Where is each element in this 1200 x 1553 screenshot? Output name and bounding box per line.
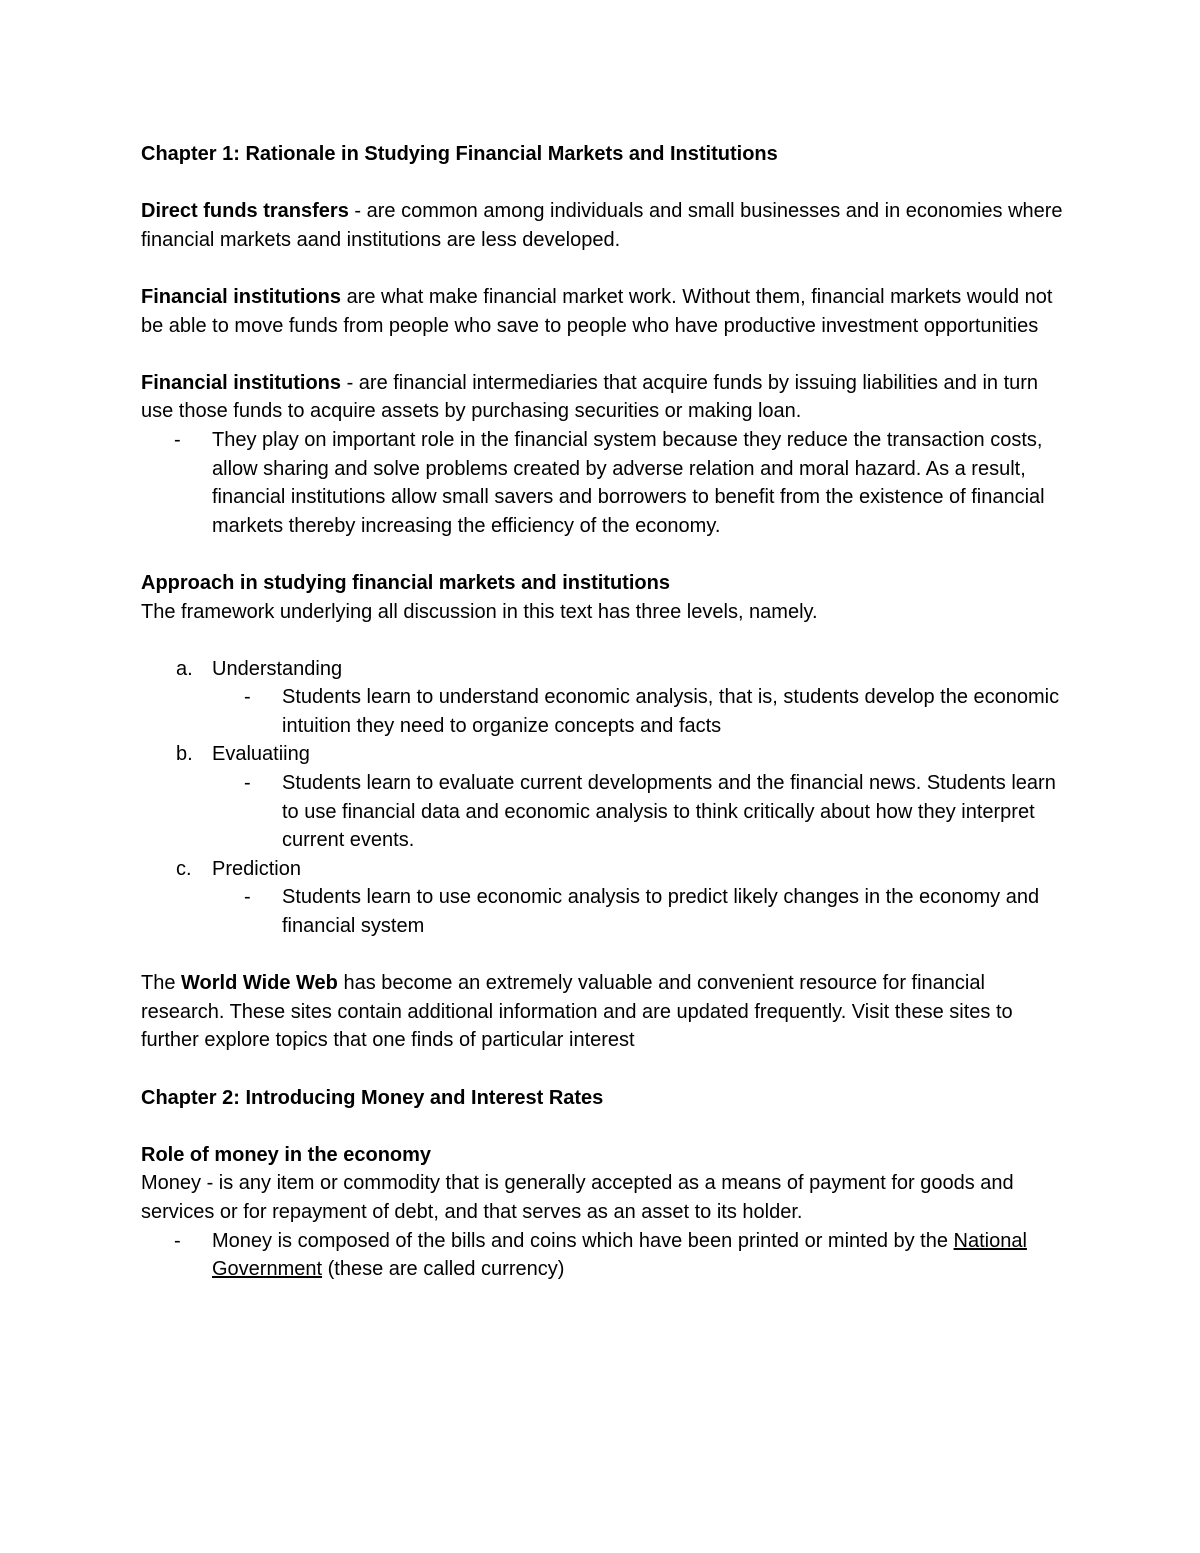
financial-institutions-paragraph-2 xyxy=(141,369,1066,426)
financial-institutions-bullet-text: They play on important role in the financial system because they reduce the transaction costs, allow sharing and solve problems created by adverse relation and moral hazard. As a result, financial institutions allow small savers and borrowers to benefit from the existence of financial markets thereby increasing the efficiency of the economy. xyxy=(212,428,1045,537)
national-government-link[interactable]: National Government xyxy=(212,1229,1027,1281)
dash-marker: - xyxy=(174,428,181,451)
direct-funds-text: - are common among individuals and small businesses and in economies where financial markets aand institutions are less developed. xyxy=(141,200,1063,251)
level-label: Evaluatiing xyxy=(212,743,310,766)
level-label: Prediction xyxy=(212,857,301,880)
financial-institutions-paragraph-1 xyxy=(141,283,1066,340)
money-definition: Money - is any item or commodity that is generally accepted as a means of payment for goods and services or for repayment of debt, and that serves as an asset to its holder. xyxy=(141,1172,1014,1223)
approach-heading: Approach in studying financial markets and institutions xyxy=(141,571,670,594)
financial-institutions-text-2: - are financial intermediaries that acquire funds by issuing liabilities and in turn use those funds to acquire assets by purchasing securities or making loan. xyxy=(141,371,1039,423)
dash-marker: - xyxy=(244,772,251,795)
level-detail-prediction xyxy=(141,883,1066,940)
financial-institutions-term-2: Financial institutions xyxy=(141,371,342,394)
level-detail-understanding xyxy=(141,683,1066,740)
document-page xyxy=(141,140,1066,1284)
www-paragraph xyxy=(141,969,1066,1055)
direct-funds-term: Direct funds transfers xyxy=(141,200,349,223)
chapter-2-title: Chapter 2: Introducing Money and Interest Rates xyxy=(141,1086,604,1109)
financial-institutions-bullet xyxy=(141,426,1066,540)
level-detail-text: Students learn to use economic analysis to predict likely changes in the economy and financial system xyxy=(282,886,1040,938)
level-item-evaluating xyxy=(141,740,1066,769)
dash-marker: - xyxy=(174,1229,181,1252)
dash-marker: - xyxy=(244,686,251,709)
level-detail-text: Students learn to evaluate current developments and the financial news. Students learn to use financial data and economic analysis to think critically about how they interpret current events. xyxy=(282,772,1056,852)
dash-marker: - xyxy=(244,886,251,909)
level-item-understanding xyxy=(141,655,1066,684)
financial-institutions-term-1: Financial institutions xyxy=(141,285,342,308)
level-marker: a. xyxy=(176,657,193,680)
level-marker: b. xyxy=(176,743,193,766)
level-label: Understanding xyxy=(212,657,343,680)
chapter-1-title: Chapter 1: Rationale in Studying Financial Markets and Institutions xyxy=(141,143,778,165)
money-bullet-post: (these are called currency) xyxy=(322,1258,565,1281)
approach-intro: The framework underlying all discussion in this text has three levels, namely. xyxy=(141,600,818,623)
money-bullet xyxy=(141,1227,1066,1284)
level-marker: c. xyxy=(176,857,192,880)
money-bullet-text xyxy=(212,1227,1066,1284)
www-term: World Wide Web xyxy=(181,972,338,995)
level-item-prediction xyxy=(141,855,1066,884)
level-detail-text: Students learn to understand economic analysis, that is, students develop the economic intuition they need to organize concepts and facts xyxy=(282,686,1060,737)
level-detail-evaluating xyxy=(141,769,1066,855)
financial-institutions-text-1: are what make financial market work. Without them, financial markets would not be able to move funds from people who save to people who have productive investment opportunities xyxy=(141,285,1053,337)
money-bullet-pre: Money is composed of the bills and coins which have been printed or minted by the xyxy=(212,1229,954,1252)
www-pre: The xyxy=(141,972,182,995)
direct-funds-paragraph xyxy=(141,197,1066,254)
role-of-money-heading: Role of money in the economy xyxy=(141,1143,432,1166)
www-text: has become an extremely valuable and convenient resource for financial research. These sites contain additional information and are updated frequently. Visit these sites to further explore topics that one finds of particular interest xyxy=(141,972,1013,1052)
